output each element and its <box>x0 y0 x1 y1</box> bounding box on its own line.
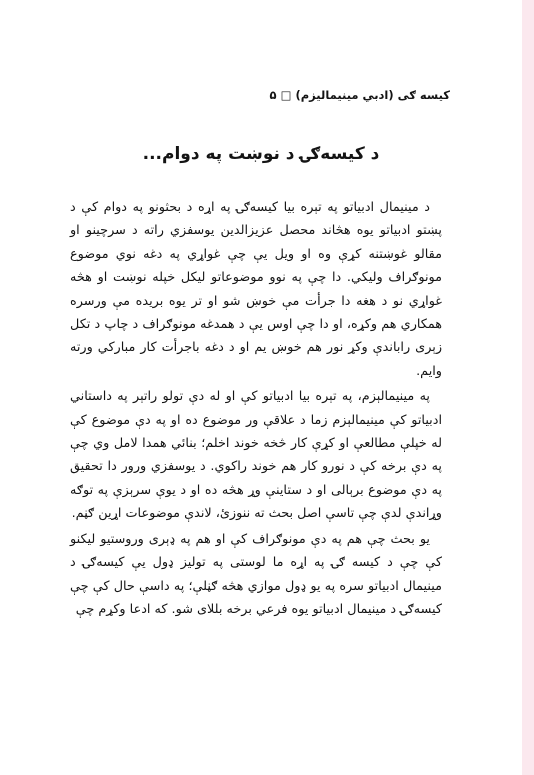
section-title: د کیسه‌ګۍ د نوښت په دوام... <box>142 144 380 164</box>
paragraph-1: د مینیمال ادبیاتو په تېره بیا کیسه‌ګۍ په اړه د بحثونو په دوام کې د پښتو ادبیاتو یوه هڅاند محصل عزیزالدین یوسفزي راته د سرچینو او مقالو غوښتنه کړې وه او ویل یې چې غواړي په دغه نوي موضوع مونوګراف ولیکي. دا چې په نوو موضوعاتو لیکل خپله نوښت او هڅه غواړي نو د هغه دا جرأت مې خوښ شو او تر یوه بریده مې ورسره همکاري هم وکړه، او دا چې اوس یې د همدغه مونوګراف د چاپ د تکل زېری راباندې وکړ نور هم خوښ یم او د دغه باجرأت کار مبارکي ورته وایم. <box>70 200 442 379</box>
page-edge-strip <box>522 0 534 775</box>
paragraph-3: یو بحث چې هم په دې مونوګراف کې او هم په ډېری وروستیو لیکنو کې چې د کیسه ګۍ په اړه ما لوستی په تولیز ډول یې کیسه‌ګۍ د مینیمال ادبیاتو سره په یو ډول موازي هڅه ګڼلې؛ په داسې حال کې چې کیسه‌ګۍ د مینیمال ادبیاتو یوه فرعي برخه بللای شو. که ادعا وکړم چې <box>70 531 442 617</box>
running-title: کیسه ګی (ادبي مینیمالیزم) <box>295 88 450 102</box>
paragraph-2: په مینیمالېزم، په تېره بیا ادبیاتو کې او له دې تولو راتېر په داستاني ادبیاتو کې مینیمالېزم زما د علاقې ور موضوع ده او په دې موضوع کې له خپلې مطالعې او کړې کار څخه خوند اخلم؛ بنائي همدا لامل وي چې په دې برخه کې د نورو کار هم خوند راکوي. د یوسفزي ورور دا تحقیق په دې موضوع برېالی او د ستاینې وړ هڅه ده او د یوې سرېزې په توګه وړاندې لدې چې تاسې اصل بحث ته ننوزئ، لاندې موضوعات اړین ګڼم. <box>70 389 442 522</box>
page-number: ۵ <box>269 88 277 102</box>
running-header <box>70 88 450 102</box>
body-text <box>70 196 442 623</box>
header-ornament: □ <box>280 88 292 102</box>
